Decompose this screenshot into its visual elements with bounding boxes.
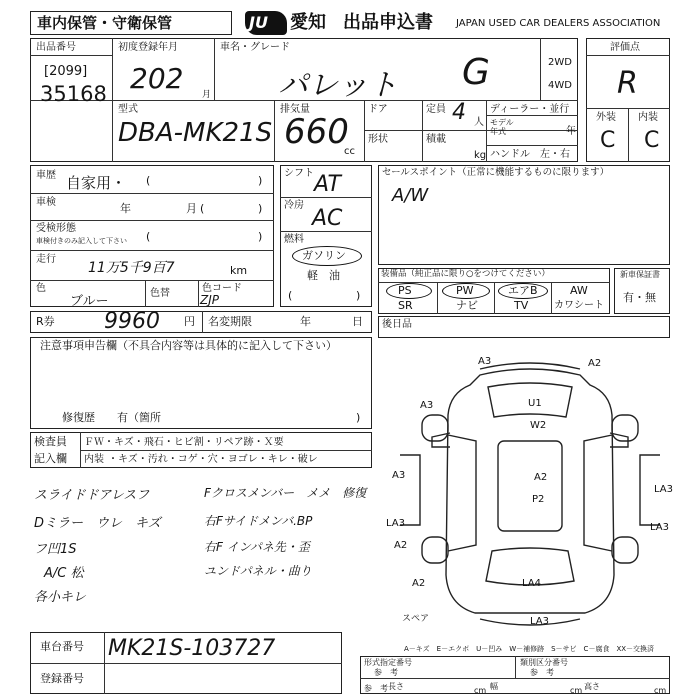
label-insp-receipt: 受検形態: [36, 223, 76, 234]
label-month-first-reg: 月: [202, 90, 212, 100]
label-entry: 記入欄: [34, 452, 67, 465]
color-value: ブルー: [70, 294, 109, 309]
label-category: 類別区分番号: [520, 658, 568, 667]
label-spare: スペア: [402, 614, 430, 624]
diagram-mark-7: LA3: [654, 484, 674, 495]
warranty-value: 有・無: [623, 291, 656, 304]
note-left-5: 各小キレ: [34, 590, 86, 605]
label-dealer: ディーラー・並行: [490, 104, 570, 115]
label-fw: ＦＷ・キズ・飛石・ヒビ割・リペア跡・Ｘ要: [84, 437, 284, 448]
displacement-value: 660: [284, 112, 349, 152]
label-color-code: 色コード: [202, 283, 242, 294]
lot-number: 35168: [40, 82, 107, 106]
ju-logo-text: JU: [249, 13, 268, 32]
car-damage-diagram: [380, 345, 680, 635]
label-insp-month: 月: [186, 202, 197, 215]
label-history: 車歴: [36, 170, 56, 181]
label-designation: 形式指定番号: [364, 658, 412, 667]
note-right-3: 右F インパネ先・歪: [204, 540, 310, 554]
label-length: 長さ: [388, 682, 404, 691]
label-height: 高さ: [584, 682, 600, 691]
label-fuel: 燃料: [284, 234, 304, 245]
diagram-mark-9: A2: [534, 472, 548, 483]
first-reg-value: 202: [130, 62, 184, 95]
equip-navi: ナビ: [456, 299, 478, 312]
label-color: 色: [36, 283, 46, 294]
diagram-mark-1: A3: [478, 356, 492, 367]
history-value: 自家用・: [66, 174, 127, 192]
label-shape: 形状: [368, 134, 388, 145]
label-height-cm: cm: [654, 686, 667, 695]
diagram-mark-5: W2: [530, 420, 547, 431]
diagram-mark-11: LA3: [650, 522, 670, 533]
label-naiso-items: ・キズ・汚れ・コゲ・穴・ヨゴレ・キレ・破レ: [108, 454, 318, 465]
diagram-mark-4: U1: [528, 398, 542, 409]
equip-sr: SR: [398, 299, 413, 312]
note-right-2: 右Fサイドメンバ.BP: [204, 514, 313, 528]
label-later-date: 後日品: [382, 319, 412, 330]
label-nc-day: 日: [352, 315, 363, 328]
label-reference: 参 考: [364, 684, 388, 693]
label-inspector: 検査員: [34, 435, 67, 448]
label-naiso: 内装: [84, 454, 104, 465]
label-year-suffix: 年: [566, 126, 576, 137]
diagram-mark-8: LA3: [386, 518, 406, 529]
diagram-mark-3: A3: [420, 400, 434, 411]
exterior-value: C: [600, 128, 616, 153]
label-cc: cc: [344, 146, 355, 157]
shift-value: AT: [314, 172, 341, 197]
diagram-mark-2: A2: [588, 358, 602, 369]
label-exterior: 外装: [596, 112, 616, 123]
receipt-paren-open: (: [146, 230, 151, 243]
label-width: 幅: [490, 682, 498, 691]
equip-aw: AW: [570, 284, 588, 297]
label-rken: R券: [36, 315, 55, 328]
car-name-value: パレット: [278, 68, 398, 103]
label-person: 人: [474, 117, 484, 128]
label-notes: 注意事項申告欄（不具合内容等は具体的に記入して下さい）: [40, 339, 337, 352]
rken-value: 9960: [104, 309, 160, 334]
equip-aircon: エアB: [508, 284, 538, 297]
label-handle: ハンドル: [490, 149, 530, 160]
brand-name: 愛知: [290, 12, 326, 33]
grade-value: G: [462, 52, 490, 93]
label-cooler: 冷房: [284, 200, 304, 211]
frame-no-value: MK21S-103727: [108, 636, 276, 661]
label-first-reg: 初度登録年月: [118, 42, 178, 53]
label-frame-no: 車台番号: [40, 640, 84, 653]
label-kg: kg: [474, 150, 487, 161]
model-value: DBA-MK21S: [118, 118, 273, 148]
lot-bracket: [2099]: [44, 64, 88, 79]
label-shift: シフト: [284, 168, 314, 179]
sales-point-value: A/W: [392, 185, 429, 206]
label-model: 型式: [118, 104, 138, 115]
label-category-ref: 参 考: [530, 668, 554, 677]
sales-point-box: [378, 165, 670, 265]
association-name: JAPAN USED CAR DEALERS ASSOCIATION: [456, 18, 661, 29]
label-displacement: 排気量: [280, 104, 310, 115]
fuel-gasoline: ガソリン: [302, 249, 346, 262]
equip-ps: PS: [398, 284, 412, 297]
color-code-value: ZJP: [200, 293, 219, 307]
label-name-change: 名変期限: [208, 315, 252, 328]
label-interior: 内装: [638, 112, 658, 123]
label-model-year: モデル 年式: [490, 118, 514, 136]
label-loading: 積載: [426, 134, 446, 145]
label-equipment: 装備品（純正品に限り○をつけてください）: [381, 269, 550, 279]
equip-kawa: カワシート: [554, 300, 604, 311]
diagram-mark-14: LA3: [530, 616, 550, 627]
label-designation-ref: 参 考: [374, 668, 398, 677]
fuel-paren-close: ): [356, 289, 361, 302]
note-right-4: ユンドパネル・曲り: [204, 564, 312, 578]
label-sales-point: セールスポイント（正常に機能するものに限ります）: [382, 167, 610, 178]
repair-close: ): [356, 411, 361, 424]
label-reg-no: 登録番号: [40, 672, 84, 685]
label-nc-year: 年: [300, 315, 311, 328]
rken-box: [30, 311, 372, 333]
label-warranty: 新車保証書: [620, 270, 660, 279]
history-paren-open: (: [146, 174, 151, 187]
equip-pw: PW: [456, 284, 474, 297]
label-mileage: 走行: [36, 254, 56, 265]
rating-value: R: [617, 66, 638, 101]
label-color-change: 色替: [150, 288, 170, 299]
capacity-value: 4: [452, 100, 466, 125]
label-lr: 左・右: [540, 149, 570, 160]
note-left-4: A/C 松: [44, 566, 84, 581]
label-rating: 評価点: [610, 42, 640, 53]
label-4wd: 4WD: [548, 80, 572, 91]
label-door: ドア: [368, 104, 388, 115]
note-left-3: フ凹1S: [34, 542, 77, 557]
damage-legend: A－キズ E－エクボ U－凹み W－補修跡 S－サビ C－腐食 XX－交換済: [404, 645, 655, 653]
label-insp-note: 車検付きのみ記入して下さい: [36, 237, 127, 245]
fuel-diesel: 軽 油: [307, 269, 340, 282]
insp-paren-close: ): [258, 202, 263, 215]
label-length-cm: cm: [474, 686, 487, 695]
interior-value: C: [644, 128, 660, 153]
note-left-2: Dミラー ウレ キズ: [34, 516, 161, 531]
form-title: 出品申込書: [343, 12, 433, 33]
label-yen: 円: [184, 315, 195, 328]
label-repair: 修復歴 有（箇所: [62, 411, 161, 424]
diagram-mark-10: P2: [532, 494, 545, 505]
diagram-mark-15: A2: [412, 578, 426, 589]
label-capacity: 定員: [426, 104, 446, 115]
diagram-mark-13: LA4: [522, 578, 542, 589]
fuel-paren-open: (: [288, 289, 293, 302]
diagram-mark-12: A2: [394, 540, 408, 551]
mileage-value: 11万5千9百7: [88, 260, 175, 276]
storage-badge-text: 車内保管・守衛保管: [37, 14, 173, 32]
diagram-mark-6: A3: [392, 470, 406, 481]
label-car-name: 車名・グレード: [220, 42, 290, 53]
insp-paren-open: (: [200, 202, 205, 215]
cooler-value: AC: [312, 206, 343, 231]
label-insp-year: 年: [120, 202, 131, 215]
label-lot-no: 出品番号: [36, 42, 76, 53]
label-width-cm: cm: [570, 686, 583, 695]
note-right-1: Fクロスメンバー メメ 修復: [204, 486, 367, 500]
label-km: km: [230, 264, 248, 277]
receipt-paren-close: ): [258, 230, 263, 243]
label-2wd: 2WD: [548, 57, 572, 68]
equip-tv: TV: [514, 299, 529, 312]
label-inspection: 車検: [36, 197, 56, 208]
note-left-1: スライドドアレスフ: [34, 488, 150, 503]
history-paren-close: ): [258, 174, 263, 187]
later-date-box: [378, 316, 670, 338]
